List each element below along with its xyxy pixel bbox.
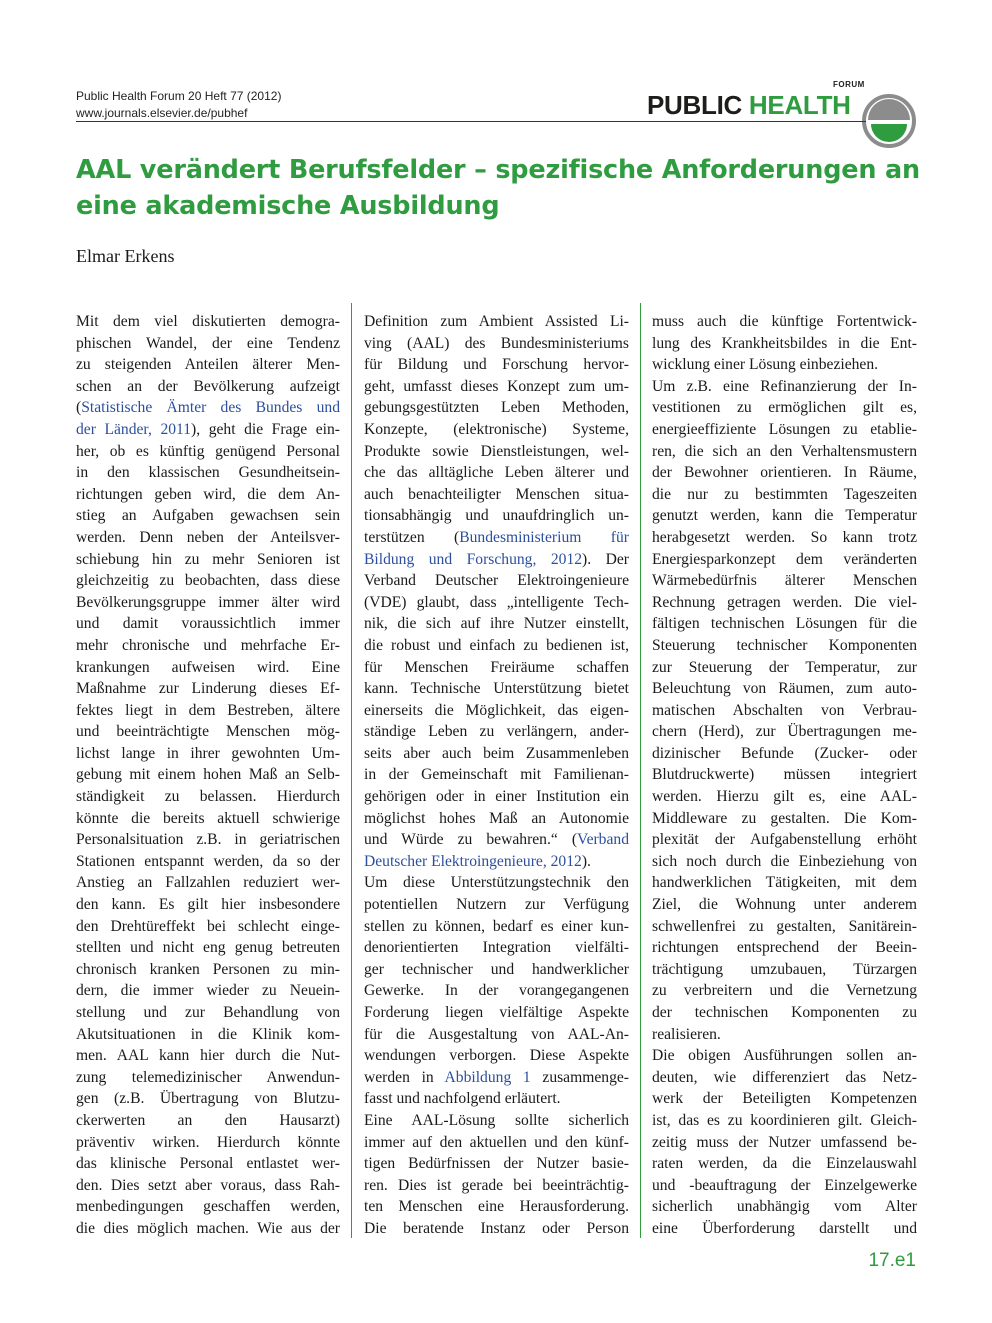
text-line: für die Ausgestaltung von AAL-An- [364, 1025, 629, 1043]
text-line: in den klassischen Gesundheitsein- [76, 464, 340, 482]
text-line: in der Gemeinschaft mit Familienan- [364, 766, 629, 784]
text-line: ten Menschen eine Herausforderung. [364, 1198, 629, 1216]
text-line: chronisch kranken Personen zu min- [76, 960, 340, 978]
text-line: chern (Herd), zur Übertragungen me- [652, 723, 917, 741]
text-line: raten werden, da die Einzelauswahl [652, 1155, 917, 1173]
paragraph [364, 311, 629, 872]
text-line: lung des Krankheitsbildes in die Ent- [652, 334, 917, 352]
text-line: Produkte sowie Dienstleistungen, wel- [364, 442, 629, 460]
article-author: Elmar Erkens [76, 246, 175, 266]
text-line: Die beratende Instanz oder Person [364, 1219, 629, 1237]
text-line: Wärmebedürfnis älterer Menschen [652, 572, 917, 590]
text-line: die nur zu bestimmten Tageszeiten [652, 485, 917, 503]
page-number: 17.e1 [868, 1250, 916, 1271]
text-line: werk der Beteiligten Kompetenzen [652, 1090, 917, 1108]
text-fragment: ). [581, 852, 591, 870]
text-line: Energiesparkonzept dem veränderten [652, 550, 917, 568]
text-line: Anstieg an Fallzahlen reduziert wer- [76, 874, 340, 892]
text-line: Verband Deutscher Elektroingenieure [364, 572, 629, 590]
text-line: der Bewohner orientieren. In Räume, [652, 464, 917, 482]
text-line: Die obigen Ausführungen sollen an- [652, 1047, 917, 1065]
text-line: gebungsgestützten Leben Methoden, [364, 399, 629, 417]
text-line: geht, umfasst dieses Konzept zum um- [364, 377, 629, 395]
text-line: Middleware zu gestalten. Die Kom- [652, 809, 917, 827]
text-line: für Bildung und Forschung hervor- [364, 356, 629, 374]
text-line: deuten, wie differenziert das Netz- [652, 1068, 917, 1086]
text-line: ger technischer und handwerklicher [364, 960, 629, 978]
citation-link[interactable]: Deutscher Elektroingenieure, 2012 [364, 852, 582, 870]
text-line: der technischen Komponenten zu [652, 1004, 917, 1021]
text-line: fektes liegt in dem Bestreben, ältere [76, 701, 340, 719]
text-line [76, 419, 340, 441]
text-line: gen (z.B. Übertragung von Blutzu- [76, 1090, 340, 1108]
text-line: vestitionen zu ermöglichen gilt es, [652, 399, 917, 417]
paragraph [652, 376, 917, 1045]
text-line: Konzepte, (elektronische) Systeme, [364, 420, 629, 438]
text-line: krankungen aufweisen wird. Eine [76, 658, 340, 676]
text-fragment: werden in [364, 1068, 445, 1086]
text-line: Forderung liegen vielfältige Aspekte [364, 1004, 629, 1021]
logo-word-public: PUBLIC [647, 90, 742, 120]
text-line: präventiv wirken. Hierdurch könnte [76, 1133, 340, 1151]
text-line: (VDE) glaubt, dass „intelligente Tech- [364, 593, 629, 611]
text-line: dizinischer Befunde (Zucker- oder [652, 744, 917, 762]
text-line: zu steigenden Anteilen älterer Men- [76, 356, 340, 374]
paragraph [652, 311, 917, 376]
column-divider [640, 303, 641, 1238]
text-line: stellen zu können, bedarf es einer kun- [364, 917, 629, 935]
text-line: tigen Bedürfnissen der Nutzer basie- [364, 1155, 629, 1173]
citation-link[interactable]: Verband [577, 831, 629, 849]
text-line: wendungen verborgen. Diese Aspekte [364, 1047, 629, 1065]
text-fragment: und Würde zu bewahren.“ ( [364, 831, 578, 849]
text-line: zeitig muss der Nutzer umfassend be- [652, 1133, 917, 1151]
text-fragment: ). Der [582, 550, 630, 568]
text-line: Maßnahme zur Linderung dieses Ef- [76, 680, 340, 698]
text-line: könnte die bereits aktuell schwierige [76, 809, 340, 827]
text-line: herabgesetzt werden. So kann trotz [652, 528, 917, 546]
text-line: den. Dies setzt aber voraus, dass Rah- [76, 1176, 340, 1194]
text-line: Stationen entspannt werden, da so der [76, 852, 340, 870]
text-line: sicherlich unabhängig vom Alter [652, 1198, 917, 1216]
text-line: Beleuchtung von Räumen, zum auto- [652, 680, 917, 698]
text-line: Mit dem viel diskutierten demogra- [76, 313, 340, 330]
text-line: die dies möglich machen. Wie aus der [76, 1219, 340, 1237]
journal-citation: Public Health Forum 20 Heft 77 (2012) [76, 89, 282, 103]
text-line: stieg an Aufgaben gewachsen sein [76, 507, 340, 525]
text-line: möglichst hohes Maß an Autonomie [364, 809, 629, 827]
logo-forum-label: FORUM [833, 80, 865, 89]
text-line: ständigkeit zu belassen. Hierdurch [76, 788, 340, 806]
text-line: richtungen entsprechend der Beein- [652, 939, 917, 957]
text-line: nik, die sich auf ihre Nutzer einstellt, [364, 615, 629, 633]
journal-logo [647, 90, 851, 120]
text-line: ving (AAL) des Bundesministeriums [364, 334, 629, 352]
text-line: Ziel, die Wohnung unter anderem [652, 896, 917, 914]
text-column-3 [652, 311, 917, 1240]
text-line [364, 549, 629, 571]
text-line: zung telemedizinischer Anwendun- [76, 1068, 340, 1086]
journal-info [76, 88, 281, 122]
text-fragment: terstützen ( [364, 528, 460, 546]
text-line: den Drehtüreffekt bei schlecht einge- [76, 917, 340, 935]
article-title: AAL verändert Berufsfelder – spezifische Anforderungen an eine akademische Ausbildung [76, 155, 920, 221]
text-line: gleichzeitig zu beobachten, dass diese [76, 572, 340, 590]
text-line: men. AAL kann hier durch die Nut- [76, 1047, 340, 1065]
text-line: und beeinträchtigte Menschen mög- [76, 723, 340, 741]
text-line: immer auf den aktuellen und den künf- [364, 1133, 629, 1151]
text-line: muss auch die künftige Fortentwick- [652, 313, 917, 330]
text-line: Um diese Unterstützungstechnik den [364, 874, 629, 892]
text-line: Personalsituation z.B. in geriatrischen [76, 831, 340, 849]
text-line: denorientierten Integration vielfälti- [364, 939, 629, 957]
text-line: dern, die immer wieder zu Neuein- [76, 982, 340, 1000]
citation-link[interactable]: Bundesministerium für [459, 528, 629, 546]
text-line: Akutsituationen in die Klinik kom- [76, 1025, 340, 1043]
text-fragment: ( [76, 399, 82, 417]
citation-link[interactable]: Abbildung 1 [444, 1068, 531, 1086]
text-line [364, 527, 629, 549]
text-line: schwellenfrei zu gestalten, Sanitärein- [652, 917, 917, 935]
text-line: eine Überforderung darstellt und [652, 1219, 917, 1237]
text-line: her, ob es künftig genügend Personal [76, 442, 340, 460]
text-line: zur Steuerung der Temperatur, zur [652, 658, 917, 676]
journal-url: www.journals.elsevier.de/pubhef [76, 106, 248, 120]
citation-link[interactable]: Bildung und Forschung, 2012 [364, 550, 583, 568]
text-line: menbedingungen geschaffen werden, [76, 1198, 340, 1216]
text-line: ckerwerten an den Hausarzt) [76, 1111, 340, 1129]
text-line: handwerklichen Tätigkeiten, mit dem [652, 874, 917, 892]
text-line [364, 829, 629, 851]
text-line [364, 851, 629, 873]
text-line: Steuerung technischer Komponenten [652, 636, 917, 654]
text-line: den kann. Es gilt hier insbesondere [76, 896, 340, 914]
text-line: fasst und nachfolgend erläutert. [364, 1090, 561, 1108]
column-divider [351, 303, 352, 1238]
text-line: schiebung hin zu mehr Senioren ist [76, 550, 340, 568]
circle-logo-icon [862, 94, 916, 148]
citation-link[interactable]: Statistische Ämter des Bundes und [81, 399, 340, 417]
text-line: stellung und zur Behandlung von [76, 1004, 340, 1021]
text-line: plexität der Aufgabenstellung erhöht [652, 831, 917, 849]
text-line: auch benachteiligter Menschen situa- [364, 485, 629, 503]
text-line: die robust und einfach zu bedienen ist, [364, 636, 629, 654]
paragraph [364, 872, 629, 1110]
text-line: werden. Denn neben der Anteilsver- [76, 528, 340, 546]
text-line: ren. Dies ist gerade bei beeinträchtig- [364, 1176, 629, 1194]
text-line: realisieren. [652, 1025, 721, 1043]
text-line: und -beauftragung der Einzelgewerke [652, 1176, 917, 1194]
text-line: gehörigen oder in einer Institution ein [364, 788, 629, 806]
text-line: Um z.B. eine Refinanzierung der In- [652, 377, 917, 395]
text-line: Bevölkerungsgruppe immer älter wird [76, 593, 340, 611]
text-line: sich noch durch die Einbeziehung von [652, 852, 917, 870]
paragraph [76, 311, 340, 1240]
text-line: trächtigung umzubauen, Türzargen [652, 960, 917, 978]
text-line: Rechnung getragen werden. Die viel- [652, 593, 917, 611]
text-line: fältigen technischen Lösungen für die [652, 615, 917, 633]
text-line: einerseits die Möglichkeit, das eigen- [364, 701, 629, 719]
text-line: ren, die sich an den Verhaltensmustern [652, 442, 917, 460]
text-line: werden. Hierzu gilt es, eine AAL- [652, 788, 917, 806]
text-line: und damit voraussichtlich immer [76, 615, 340, 633]
text-line: potentiellen Nutzern zur Verfügung [364, 896, 629, 914]
text-line: seits aber auch beim Zusammenleben [364, 744, 629, 762]
text-column-1 [76, 311, 340, 1240]
text-line: genutzt werden, kann die Temperatur [652, 507, 917, 525]
text-line: das klinische Personal entlastet wer- [76, 1155, 340, 1173]
paragraph [652, 1045, 917, 1239]
text-line: Eine AAL-Lösung sollte sicherlich [364, 1111, 629, 1129]
text-line: ständige Leben zu verlängern, ander- [364, 723, 629, 741]
text-line: gebung mit einem hohen Maß an Selb- [76, 766, 340, 784]
text-line [76, 397, 340, 419]
text-line: matischen Abschalten von Verbrau- [652, 701, 917, 719]
text-line: tionsabhängig und unaufdringlich un- [364, 507, 629, 525]
paragraph [364, 1110, 629, 1240]
text-line: lichst lange in ihrer gewohnten Um- [76, 744, 340, 762]
text-line: Blutdruckwerte) müssen integriert [652, 766, 917, 784]
text-line: ist, das es zu koordinieren gilt. Gleich- [652, 1111, 917, 1129]
logo-word-health: HEALTH [748, 90, 851, 120]
text-fragment: ), geht die Frage ein- [191, 420, 340, 438]
text-line: schen an der Bevölkerung aufzeigt [76, 377, 340, 395]
text-column-2 [364, 311, 629, 1240]
header-rule [76, 121, 866, 122]
citation-link[interactable]: der Länder, 2011 [76, 420, 192, 438]
text-line [364, 1067, 629, 1089]
text-line: für Menschen Freiräume schaffen [364, 658, 629, 676]
text-line: kann. Technische Unterstützung bietet [364, 680, 629, 698]
text-line: stellten und nicht eng genug betreuten [76, 939, 340, 957]
text-line: energieeffiziente Lösungen zu etablie- [652, 420, 917, 438]
text-line: zu verbreitern und die Vernetzung [652, 982, 917, 1000]
text-line: mehr chronische und mehrfache Er- [76, 636, 340, 654]
text-line: Definition zum Ambient Assisted Li- [364, 313, 629, 330]
text-line: richtungen geben wird, die dem An- [76, 485, 340, 503]
text-line: che das alltägliche Leben älterer und [364, 464, 629, 482]
text-line: Gewerke. In der vorangegangenen [364, 982, 629, 1000]
text-line: phischen Wandel, der eine Tendenz [76, 334, 340, 352]
text-fragment: zusammenge- [530, 1068, 629, 1086]
text-line: wicklung einer Lösung einbeziehen. [652, 356, 879, 374]
